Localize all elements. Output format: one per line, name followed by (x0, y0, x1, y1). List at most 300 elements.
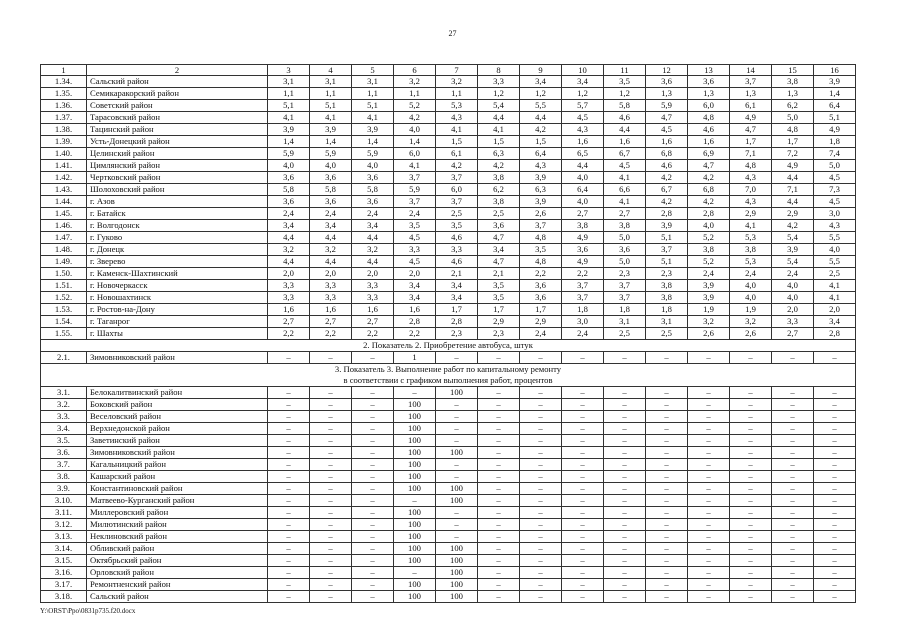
value-cell: 3,7 (562, 280, 604, 292)
table-row (41, 483, 856, 495)
value-cell: – (562, 459, 604, 471)
value-cell: – (604, 567, 646, 579)
table-row (41, 543, 856, 555)
value-cell: – (772, 531, 814, 543)
value-cell: 6,3 (520, 184, 562, 196)
table-row (41, 495, 856, 507)
value-cell: 6,4 (814, 100, 856, 112)
value-cell: – (310, 447, 352, 459)
value-cell: – (268, 447, 310, 459)
value-cell: 5 (352, 65, 394, 76)
value-cell: 5,9 (352, 148, 394, 160)
value-cell: 3,0 (814, 208, 856, 220)
district-name-cell: Ремонтненский район (87, 579, 268, 591)
value-cell: – (478, 543, 520, 555)
value-cell: 5,2 (394, 100, 436, 112)
value-cell: – (646, 352, 688, 364)
row-number-cell: 3.8. (41, 471, 87, 483)
table-row (41, 459, 856, 471)
value-cell: 3,1 (268, 76, 310, 88)
value-cell: 4,5 (646, 124, 688, 136)
table-row (41, 172, 856, 184)
value-cell: – (604, 519, 646, 531)
value-cell: 4,1 (478, 124, 520, 136)
value-cell: 2,4 (520, 328, 562, 340)
value-cell: 2,0 (268, 268, 310, 280)
value-cell: – (352, 352, 394, 364)
table-row (41, 160, 856, 172)
value-cell: 5,5 (814, 256, 856, 268)
value-cell: – (352, 423, 394, 435)
value-cell: 1,4 (394, 136, 436, 148)
value-cell: 3,5 (436, 220, 478, 232)
value-cell: – (352, 483, 394, 495)
value-cell: – (478, 471, 520, 483)
value-cell: – (772, 411, 814, 423)
value-cell: – (520, 519, 562, 531)
value-cell: – (562, 483, 604, 495)
value-cell: 4,5 (814, 172, 856, 184)
row-number-cell: 1.47. (41, 232, 87, 244)
value-cell: 6,1 (436, 148, 478, 160)
row-number-cell: 1.55. (41, 328, 87, 340)
value-cell: – (814, 459, 856, 471)
value-cell: – (814, 519, 856, 531)
district-name-cell: г. Таганрог (87, 316, 268, 328)
value-cell: 4,5 (394, 256, 436, 268)
value-cell: 6,6 (604, 184, 646, 196)
value-cell: 1,3 (730, 88, 772, 100)
district-name-cell: г. Каменск-Шахтинский (87, 268, 268, 280)
value-cell: 3,9 (310, 124, 352, 136)
value-cell: 4,7 (646, 112, 688, 124)
row-number-cell: 1.48. (41, 244, 87, 256)
value-cell: – (730, 483, 772, 495)
value-cell: 2,5 (436, 208, 478, 220)
value-cell: – (352, 387, 394, 399)
section-title (41, 364, 856, 387)
value-cell: – (352, 555, 394, 567)
value-cell: – (520, 435, 562, 447)
value-cell: – (562, 567, 604, 579)
value-cell: 1,5 (436, 136, 478, 148)
value-cell: 5,5 (814, 232, 856, 244)
value-cell: 4,0 (730, 292, 772, 304)
value-cell: – (478, 447, 520, 459)
value-cell: 3,8 (604, 220, 646, 232)
value-cell: – (478, 423, 520, 435)
district-name-cell: 2 (87, 65, 268, 76)
value-cell: – (352, 519, 394, 531)
district-name-cell: Семикаракорский район (87, 88, 268, 100)
row-number-cell: 3.18. (41, 591, 87, 603)
value-cell: 100 (436, 483, 478, 495)
value-cell: 100 (394, 435, 436, 447)
value-cell: – (520, 591, 562, 603)
value-cell: 2,8 (814, 328, 856, 340)
value-cell: 4,5 (562, 112, 604, 124)
district-name-cell: Верхнедонской район (87, 423, 268, 435)
value-cell: – (562, 387, 604, 399)
value-cell: 100 (436, 543, 478, 555)
value-cell: 2,4 (352, 208, 394, 220)
value-cell: – (688, 531, 730, 543)
value-cell: 3,3 (310, 292, 352, 304)
value-cell: 2,4 (268, 208, 310, 220)
value-cell: 4,1 (730, 220, 772, 232)
value-cell: 3,6 (352, 196, 394, 208)
value-cell: – (646, 507, 688, 519)
value-cell: 2,0 (394, 268, 436, 280)
value-cell: 3,8 (646, 280, 688, 292)
value-cell: – (562, 543, 604, 555)
value-cell: 1,6 (604, 136, 646, 148)
district-name-cell: Тацинский район (87, 124, 268, 136)
district-name-cell: Сальский район (87, 76, 268, 88)
value-cell: – (730, 399, 772, 411)
value-cell: – (772, 387, 814, 399)
value-cell: 3,5 (394, 220, 436, 232)
value-cell: – (394, 495, 436, 507)
value-cell: 5,3 (436, 100, 478, 112)
value-cell: 4,3 (730, 196, 772, 208)
value-cell: – (688, 591, 730, 603)
section-title-line: 2. Показатель 2. Приобретение автобуса, штук (363, 340, 533, 351)
value-cell: – (814, 423, 856, 435)
table-row (41, 244, 856, 256)
value-cell: 1,7 (772, 136, 814, 148)
value-cell: 5,1 (646, 256, 688, 268)
district-name-cell: Кагальницкий район (87, 459, 268, 471)
value-cell: – (604, 411, 646, 423)
value-cell: 4,4 (772, 196, 814, 208)
value-cell: – (268, 567, 310, 579)
value-cell: 4,6 (604, 112, 646, 124)
table-row (41, 208, 856, 220)
value-cell: 4,0 (268, 160, 310, 172)
value-cell: – (772, 555, 814, 567)
section-title-line: в соответствии с графиком выполнения работ, процентов (343, 375, 553, 385)
table-row (41, 196, 856, 208)
value-cell: 2,3 (436, 328, 478, 340)
value-cell: 5,9 (646, 100, 688, 112)
value-cell: – (562, 411, 604, 423)
table-row (41, 280, 856, 292)
value-cell: 7,1 (772, 184, 814, 196)
value-cell: 3,1 (352, 76, 394, 88)
value-cell: – (268, 352, 310, 364)
value-cell: 1,2 (562, 88, 604, 100)
value-cell: 100 (394, 471, 436, 483)
value-cell: 2,5 (478, 208, 520, 220)
value-cell: 5,4 (772, 232, 814, 244)
value-cell: 4,0 (772, 280, 814, 292)
value-cell: – (436, 459, 478, 471)
value-cell: – (604, 543, 646, 555)
value-cell: 3,9 (688, 292, 730, 304)
value-cell: – (436, 352, 478, 364)
value-cell: 3,6 (604, 244, 646, 256)
value-cell: 3,7 (436, 196, 478, 208)
section-header-row (41, 364, 856, 387)
value-cell: 4,4 (310, 232, 352, 244)
value-cell: 5,8 (310, 184, 352, 196)
value-cell: – (478, 555, 520, 567)
value-cell: – (394, 387, 436, 399)
value-cell: – (268, 495, 310, 507)
value-cell: 4,1 (394, 160, 436, 172)
value-cell: – (520, 567, 562, 579)
value-cell: 1,1 (436, 88, 478, 100)
value-cell: – (772, 352, 814, 364)
value-cell: 1 (394, 352, 436, 364)
value-cell: 3,3 (268, 280, 310, 292)
value-cell: – (352, 435, 394, 447)
value-cell: 3,4 (562, 76, 604, 88)
value-cell: 6,4 (520, 148, 562, 160)
row-number-cell: 1 (41, 65, 87, 76)
value-cell: – (268, 471, 310, 483)
value-cell: 5,0 (772, 112, 814, 124)
value-cell: 3,9 (772, 244, 814, 256)
value-cell: 3,2 (688, 316, 730, 328)
value-cell: 4,0 (310, 160, 352, 172)
value-cell: 16 (814, 65, 856, 76)
value-cell: 5,2 (688, 256, 730, 268)
table-row (41, 471, 856, 483)
value-cell: 4,1 (352, 112, 394, 124)
value-cell: 6,8 (646, 148, 688, 160)
value-cell: – (646, 399, 688, 411)
row-number-cell: 3.13. (41, 531, 87, 543)
value-cell: – (814, 352, 856, 364)
value-cell: – (772, 495, 814, 507)
value-cell: – (478, 519, 520, 531)
value-cell: 2,8 (688, 208, 730, 220)
district-name-cell: Чертковский район (87, 172, 268, 184)
table-row (41, 220, 856, 232)
value-cell: – (646, 531, 688, 543)
value-cell: – (352, 591, 394, 603)
table-body (41, 65, 856, 603)
value-cell: – (814, 567, 856, 579)
value-cell: 2,6 (730, 328, 772, 340)
district-name-cell: Сальский район (87, 591, 268, 603)
value-cell: – (352, 543, 394, 555)
value-cell: 3,8 (562, 220, 604, 232)
value-cell: 4,1 (604, 196, 646, 208)
table-row (41, 447, 856, 459)
value-cell: 15 (772, 65, 814, 76)
value-cell: 1,1 (352, 88, 394, 100)
value-cell: – (814, 471, 856, 483)
row-number-cell: 3.15. (41, 555, 87, 567)
value-cell: 2,0 (352, 268, 394, 280)
value-cell: 3,6 (646, 76, 688, 88)
row-number-cell: 1.37. (41, 112, 87, 124)
value-cell: – (730, 555, 772, 567)
value-cell: – (478, 507, 520, 519)
value-cell: 2,1 (436, 268, 478, 280)
value-cell: – (520, 352, 562, 364)
value-cell: 100 (394, 591, 436, 603)
value-cell: 100 (394, 555, 436, 567)
value-cell: – (688, 435, 730, 447)
value-cell: – (268, 483, 310, 495)
value-cell: 4,1 (814, 292, 856, 304)
value-cell: 4,9 (562, 232, 604, 244)
value-cell: 5,3 (730, 256, 772, 268)
value-cell: 5,1 (352, 100, 394, 112)
row-number-cell: 1.45. (41, 208, 87, 220)
table-row (41, 591, 856, 603)
value-cell: – (646, 543, 688, 555)
row-number-cell: 3.6. (41, 447, 87, 459)
value-cell: 3,4 (814, 316, 856, 328)
value-cell: 6,1 (730, 100, 772, 112)
value-cell: 5,0 (604, 232, 646, 244)
value-cell: 7,1 (730, 148, 772, 160)
row-number-cell: 1.36. (41, 100, 87, 112)
section-title (41, 340, 856, 352)
value-cell: 100 (436, 555, 478, 567)
value-cell: – (268, 543, 310, 555)
value-cell: – (394, 567, 436, 579)
table-row (41, 76, 856, 88)
value-cell: 4,3 (436, 112, 478, 124)
value-cell: 2,8 (394, 316, 436, 328)
value-cell: 3,4 (310, 220, 352, 232)
table-row (41, 531, 856, 543)
district-name-cell: Матвеево-Курганский район (87, 495, 268, 507)
district-name-cell: Константиновский район (87, 483, 268, 495)
value-cell: – (604, 435, 646, 447)
value-cell: 100 (394, 459, 436, 471)
value-cell: – (310, 352, 352, 364)
value-cell: 2,4 (730, 268, 772, 280)
value-cell: – (436, 531, 478, 543)
value-cell: – (562, 531, 604, 543)
value-cell: 7 (436, 65, 478, 76)
value-cell: – (268, 579, 310, 591)
value-cell: – (520, 507, 562, 519)
value-cell: – (772, 567, 814, 579)
table-row (41, 328, 856, 340)
value-cell: 6 (394, 65, 436, 76)
row-number-cell: 3.3. (41, 411, 87, 423)
value-cell: – (814, 591, 856, 603)
value-cell: – (310, 459, 352, 471)
district-name-cell: Шолоховский район (87, 184, 268, 196)
value-cell: 3,5 (478, 280, 520, 292)
value-cell: 3,2 (310, 244, 352, 256)
value-cell: 2,9 (520, 316, 562, 328)
value-cell: 5,7 (562, 100, 604, 112)
row-number-cell: 1.52. (41, 292, 87, 304)
value-cell: 3,3 (394, 244, 436, 256)
value-cell: 2,9 (730, 208, 772, 220)
value-cell: – (814, 531, 856, 543)
value-cell: 2,3 (646, 268, 688, 280)
value-cell: 3,4 (352, 220, 394, 232)
table-row (41, 507, 856, 519)
value-cell: 6,2 (478, 184, 520, 196)
value-cell: 4 (310, 65, 352, 76)
value-cell: – (352, 531, 394, 543)
row-number-cell: 1.41. (41, 160, 87, 172)
value-cell: – (310, 591, 352, 603)
value-cell: 3,6 (688, 76, 730, 88)
value-cell: – (478, 483, 520, 495)
value-cell: – (520, 555, 562, 567)
value-cell: 1,5 (520, 136, 562, 148)
value-cell: – (814, 411, 856, 423)
value-cell: 3,4 (268, 220, 310, 232)
value-cell: 2,0 (772, 304, 814, 316)
value-cell: 2,1 (478, 268, 520, 280)
value-cell: – (730, 543, 772, 555)
value-cell: – (772, 435, 814, 447)
value-cell: – (730, 471, 772, 483)
district-name-cell: Миллеровский район (87, 507, 268, 519)
value-cell: – (310, 411, 352, 423)
value-cell: 4,4 (310, 256, 352, 268)
row-number-cell: 1.50. (41, 268, 87, 280)
value-cell: 1,2 (520, 88, 562, 100)
value-cell: – (772, 483, 814, 495)
value-cell: – (646, 447, 688, 459)
value-cell: – (646, 423, 688, 435)
value-cell: 2,4 (772, 268, 814, 280)
district-name-cell: Неклиновский район (87, 531, 268, 543)
value-cell: 11 (604, 65, 646, 76)
value-cell: 3,7 (394, 196, 436, 208)
value-cell: 4,2 (688, 172, 730, 184)
value-cell: – (730, 567, 772, 579)
value-cell: – (520, 471, 562, 483)
row-number-cell: 3.9. (41, 483, 87, 495)
value-cell: – (268, 459, 310, 471)
district-name-cell: г. Зверево (87, 256, 268, 268)
district-name-cell: г. Новошахтинск (87, 292, 268, 304)
value-cell: 3,5 (604, 76, 646, 88)
value-cell: – (268, 591, 310, 603)
value-cell: 3,5 (520, 244, 562, 256)
district-name-cell: Тарасовский район (87, 112, 268, 124)
value-cell: – (520, 531, 562, 543)
value-cell: – (604, 387, 646, 399)
value-cell: 4,5 (814, 196, 856, 208)
district-name-cell: Зимовниковский район (87, 447, 268, 459)
section-header-row (41, 340, 856, 352)
value-cell: 1,7 (730, 136, 772, 148)
row-number-cell: 1.51. (41, 280, 87, 292)
value-cell: – (352, 447, 394, 459)
value-cell: 5,0 (604, 256, 646, 268)
value-cell: 2,2 (352, 328, 394, 340)
value-cell: 3,6 (352, 172, 394, 184)
value-cell: – (310, 471, 352, 483)
value-cell: 2,7 (562, 208, 604, 220)
row-number-cell: 3.17. (41, 579, 87, 591)
value-cell: – (814, 507, 856, 519)
value-cell: – (436, 435, 478, 447)
value-cell: 2,9 (772, 208, 814, 220)
value-cell: – (268, 423, 310, 435)
table-row (41, 268, 856, 280)
value-cell: – (352, 459, 394, 471)
value-cell: – (688, 579, 730, 591)
